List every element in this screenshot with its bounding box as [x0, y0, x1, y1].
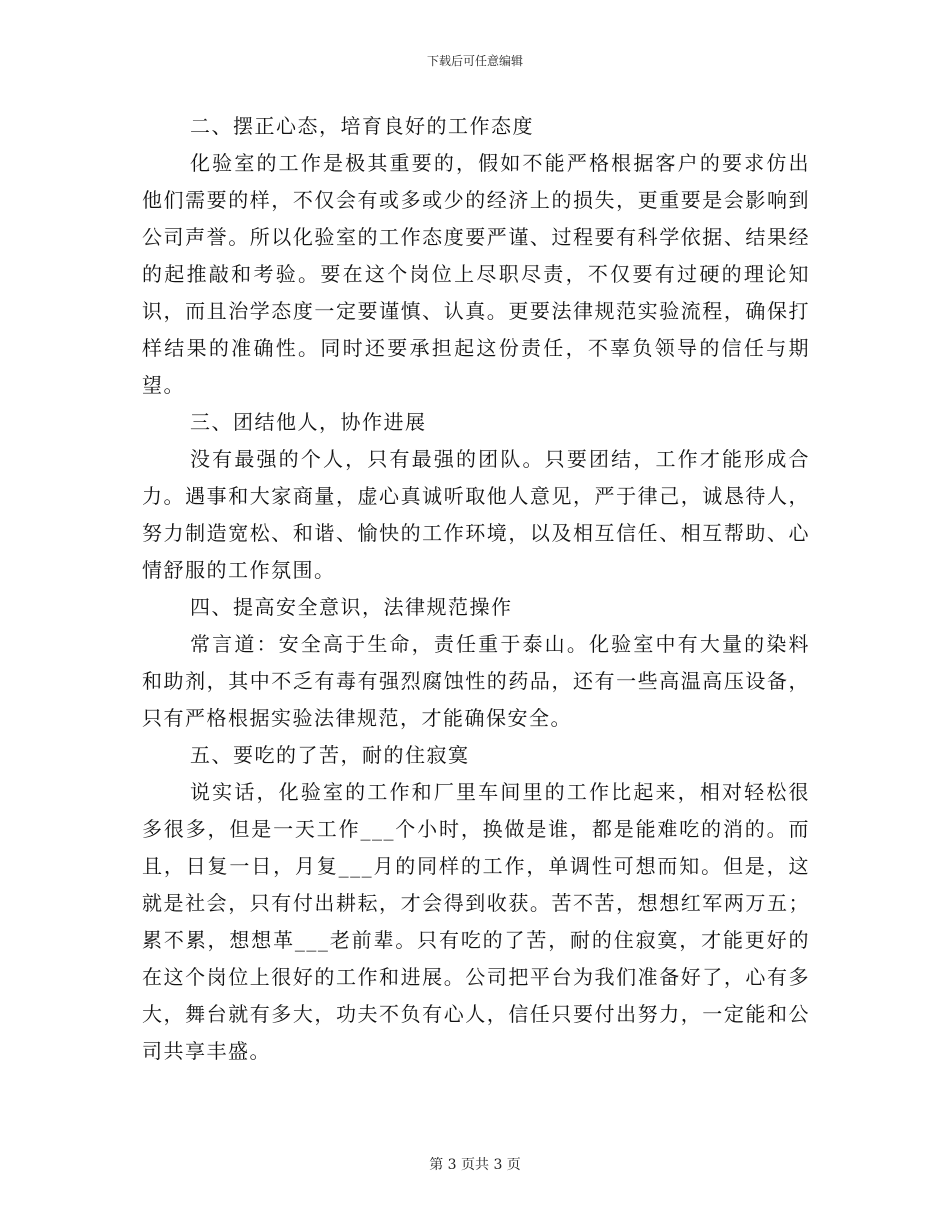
- section-heading: 二、摆正心态，培育良好的工作态度: [190, 114, 534, 138]
- body-paragraph: 没有最强的个人，只有最强的团队。只要团结，工作才能形成合力。遇事和大家商量，虚心真诚听取他人意见，严于律己，诚恳待人，努力制造宽松、和谐、愉快的工作环境，以及相互信任、相互帮助、心情舒服的工作氛围。: [142, 447, 810, 582]
- section-heading: 三、团结他人，协作进展: [190, 410, 427, 434]
- section-heading: 五、要吃的了苦，耐的住寂寞: [190, 743, 470, 767]
- body-paragraph: 化验室的工作是极其重要的，假如不能严格根据客户的要求仿出他们需要的样，不仅会有或多或少的经济上的损失，更重要是会影响到公司声誉。所以化验室的工作态度要严谨、过程要有科学依据、结果经的起推敲和考验。要在这个岗位上尽职尽责，不仅要有过硬的理论知识，而且治学态度一定要谨慎、认真。更要法律规范实验流程，确保打样结果的准确性。同时还要承担起这份责任，不辜负领导的信任与期望。: [142, 151, 810, 397]
- body-paragraph: 常言道：安全高于生命，责任重于泰山。化验室中有大量的染料和助剂，其中不乏有毒有强烈腐蚀性的药品，还有一些高温高压设备，只有严格根据实验法律规范，才能确保安全。: [142, 632, 810, 730]
- page-number: 第 3 页共 3 页: [429, 1157, 521, 1173]
- header-note: 下载后可任意编辑: [426, 54, 523, 68]
- document-body: [142, 108, 810, 1070]
- body-paragraph: 说实话，化验室的工作和厂里车间里的工作比起来，相对轻松很多很多，但是一天工作___个小时，换做是谁，都是能难吃的消的。而且，日复一日，月复___月的同样的工作，单调性可想而知。但是，这就是社会，只有付出耕耘，才会得到收获。苦不苦，想想红军两万五；累不累，想想革___老前辈。只有吃的了苦，耐的住寂寞，才能更好的在这个岗位上很好的工作和进展。公司把平台为我们准备好了，心有多大，舞台就有多大，功夫不负有心人，信任只要付出努力，一定能和公司共享丰盛。: [142, 780, 810, 1063]
- section-heading: 四、提高安全意识，法律规范操作: [190, 595, 513, 619]
